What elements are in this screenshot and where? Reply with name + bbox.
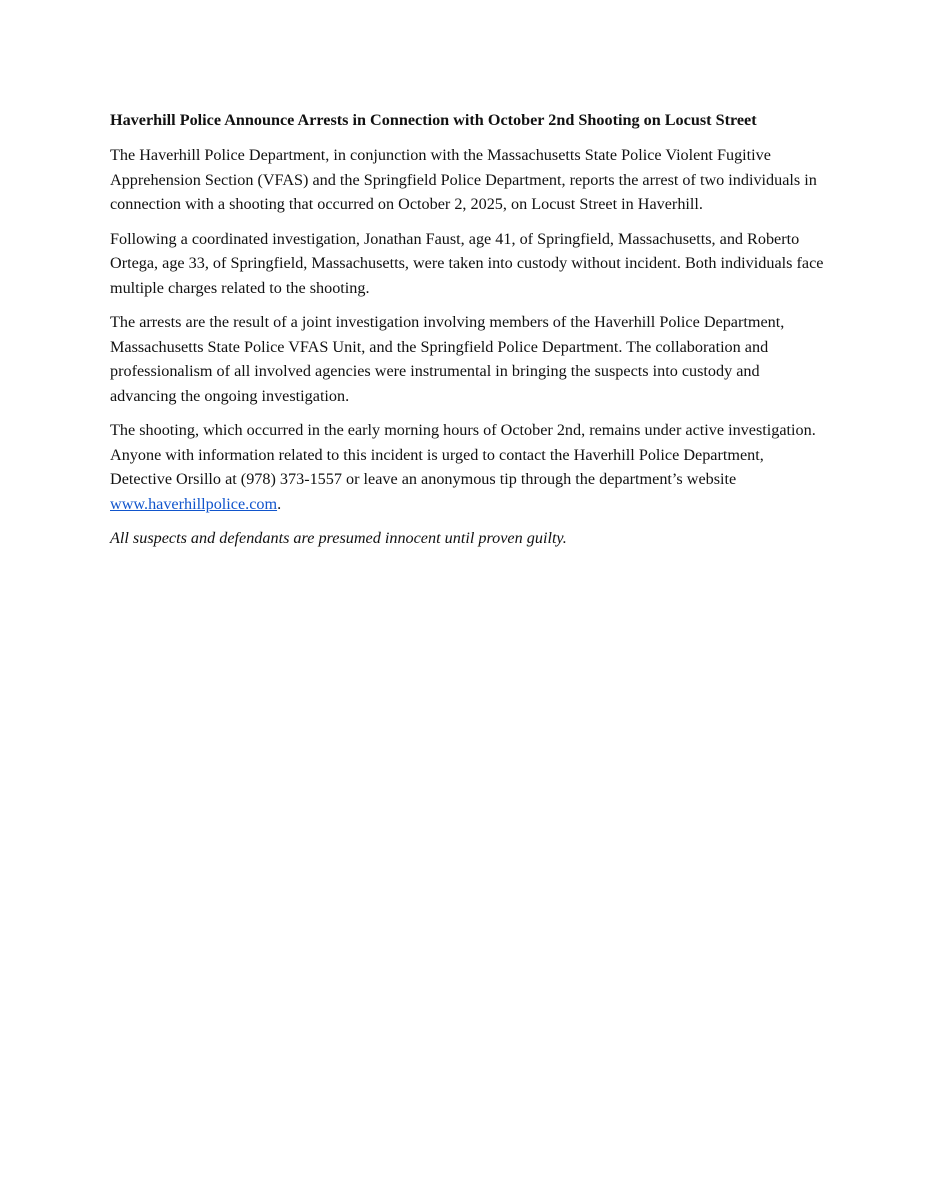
press-release-title: Haverhill Police Announce Arrests in Connection with October 2nd Shooting on Locust Street bbox=[110, 111, 757, 129]
paragraph-announcement: The Haverhill Police Department, in conjunction with the Massachusetts State Police Violent Fugitive Apprehension Section (VFAS) and the Springfield Police Department, reports the arrest of two individuals in connection with a shooting that occurred on October 2, 2025, on Locust Street in Haverhill. bbox=[110, 146, 817, 213]
press-release-body bbox=[110, 108, 825, 551]
paragraph-contact-info bbox=[110, 418, 825, 516]
contact-info-period: . bbox=[277, 494, 282, 513]
paragraph-joint-investigation: The arrests are the result of a joint investigation involving members of the Haverhill Police Department, Massachusetts State Police VFAS Unit, and the Springfield Police Department. The collaboration and professionalism of all involved agencies were instrumental in bringing the suspects into custody and advancing the ongoing investigation. bbox=[110, 313, 785, 405]
paragraph-suspects: Following a coordinated investigation, Jonathan Faust, age 41, of Springfield, Massachusetts, and Roberto Ortega, age 33, of Springfield, Massachusetts, were taken into custody without incident. Both individuals face multiple charges related to the shooting. bbox=[110, 229, 824, 297]
presumed-innocent-disclaimer: All suspects and defendants are presumed innocent until proven guilty. bbox=[110, 529, 567, 547]
website-link[interactable]: www.haverhillpolice.com bbox=[110, 494, 278, 513]
contact-info-text: The shooting, which occurred in the early morning hours of October 2nd, remains under active investigation. Anyone with information related to this incident is urged to contact the Haverhill Police Department, Detective Orsillo at (978) 373-1557 or leave an anonymous tip through the department’s website bbox=[110, 421, 816, 488]
